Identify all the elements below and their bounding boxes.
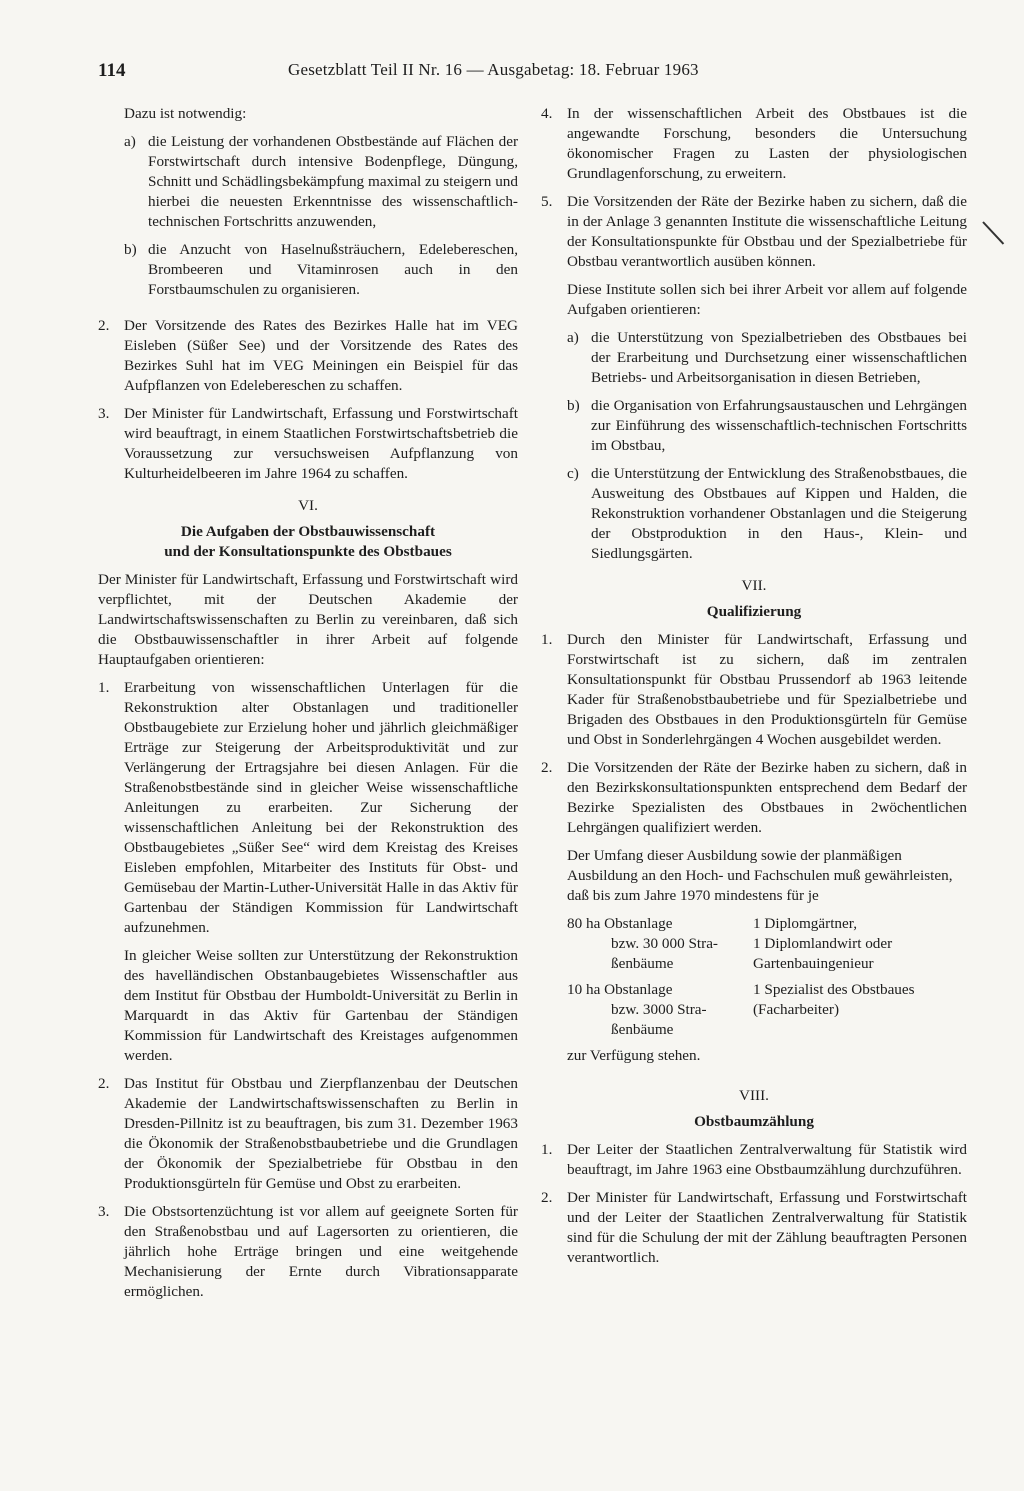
list-item-2: 2. Das Institut für Obstbau und Zierpflanzenbau der Deutschen Akademie der Landwirtschaftswissenschaften zu Berlin in Dresden-Pillnitz ist zu beauftragen, bis zum 31. Dezember 1963 die Ökonomik der Straßenobstbaubetriebe und die Grundlagen der Ökonomik der Spezialbetriebe für Obstbau in den Produktionsgürteln für Gemüse und Obst zu erarbeiten.	[98, 1075, 518, 1192]
intro-text: Dazu ist notwendig:	[124, 105, 247, 122]
section-number: VIII.	[739, 1087, 769, 1104]
section-number: VII.	[741, 577, 767, 594]
page-header	[98, 60, 962, 86]
section-number: VI.	[298, 497, 318, 514]
list-item-2: 2. Der Vorsitzende des Rates des Bezirkes Halle hat im VEG Eisleben (Süßer See) und der Vorsitzende des Rates des Bezirkes Suhl hat im VEG Meiningen ein Beispiel für das Aufpflanzen von Edelebereschen zu schaffen.	[98, 317, 518, 394]
section-title: Qualifizierung	[706, 603, 802, 620]
page-number: 114	[98, 60, 126, 81]
sub-item-c: c) die Unterstützung der Entwicklung des Straßenobstbaues, die Ausweitung des Obstbaues auf Kippen und Halden, die Rekonstruktion vorhandener Obstanlagen und die Steigerung der Obstproduktion in den Haus-, Klein- und Siedlungsgärten.	[567, 465, 967, 562]
list-item-3: 3. Die Obstsortenzüchtung ist vor allem auf geeignete Sorten für den Straßenobstbau und auf Lagersorten zu orientieren, die jährlich hohe Erträge bringen und eine weitgehende Mechanisierung der Ernte durch Vibrationsapparate ermöglichen.	[98, 1203, 518, 1300]
list-item-4: 4. In der wissenschaftlichen Arbeit des Obstbaues ist die angewandte Forschung, besonders die Untersuchung ökonomischer Fragen zu Lasten der physiologischen Grundlagenforschung, zu erweitern.	[541, 105, 967, 182]
sub-item-a: a) die Leistung der vorhandenen Obstbestände auf Flächen der Forstwirtschaft durch intensive Bodenpflege, Düngung, Schnitt und Schädlingsbekämpfung maximal zu steigern und hierbei die neuesten Erkenntnisse des wissenschaftlich-technischen Fortschritts anzuwenden,	[124, 133, 518, 230]
list-item-5: 5. Die Vorsitzenden der Räte der Bezirke haben zu sichern, daß die in der Anlage 3 genannten Institute die wissenschaftliche Leitung der Konsultationspunkte für Obstbau und der Spezialbetriebe für Obstbau verantwortlich ausüben können. Diese Institute sollen sich bei ihrer Arbeit vor allem auf folgende Aufgaben orientieren: a) die Unterstützung von Spezialbetrieben des Obstbaues bei der Erarbeitung und Durchsetzung einer wissenschaftlichen Betriebs- und Arbeitsorganisation in diesen Betrieben, b) die Organisation von Erfahrungsaustauschen und Lehrgängen zur Einführung des wissenschaftlich-technischen Fortschritts im Obstbau, c) die Unterstützung der Entwicklung des Straßenobstbaues, die Ausweitung des Obstbaues auf Kippen und Halden, die Rekonstruktion vorhandener Obstanlagen und die Steigerung der Obstproduktion in den Haus-, Klein- und Siedlungsgärten.	[541, 193, 967, 562]
running-title: Gesetzblatt Teil II Nr. 16 — Ausgabetag: 18. Februar 1963	[288, 60, 699, 79]
list-item-3: 3. Der Minister für Landwirtschaft, Erfassung und Forstwirtschaft wird beauftragt, in einem Staatlichen Forstwirtschaftsbetrieb die Voraussetzung zur versuchsweisen Aufpflanzung von Kulturheidelbeeren im Jahre 1964 zu schaffen.	[98, 405, 518, 482]
table-row: 80 ha Obstanlage bzw. 30 000 Stra- ßenbäume 1 Diplomgärtner, 1 Diplomlandwirt oder Gartenbauingenieur	[567, 915, 893, 972]
section-intro: Der Minister für Landwirtschaft, Erfassung und Forstwirtschaft wird verpflichtet, mit der Deutschen Akademie der Landwirtschaftswissenschaften zu Berlin zu vereinbaren, daß sich die Obstbauwissenschaftler in ihrer Arbeit auf folgende Hauptaufgaben orientieren:	[98, 571, 518, 668]
list-item-1: 1. Durch den Minister für Landwirtschaft, Erfassung und Forstwirtschaft ist zu sichern, daß im zentralen Konsultationspunkt für Obstbau Prussendorf ab 1963 leitende Kader für Straßenobstbaubetriebe und für Spezialbetriebe und Brigaden des Obstbaues in den Produktionsgürteln für Gemüse und Obst in Sonderlehrgängen 4 Wochen ausgebildet werden.	[541, 631, 967, 748]
margin-mark	[982, 221, 1004, 244]
list-item-1: 1. Erarbeitung von wissenschaftlichen Unterlagen für die Rekonstruktion alter Obstanlagen und traditioneller Obstbaugebiete zur Erzielung hoher und jährlich gleichmäßiger Erträge zur Steigerung der Arbeitsproduktivität und zur Verlängerung der Ertragsjahre bei diesen Anlagen. Für die Straßenobstbestände sind in gleicher Weise wissenschaftliche Anleitungen zu erarbeiten. Zur Sicherung der wissenschaftlichen Anleitung bei der Rekonstruktion des Obstbaugebietes „Süßer See“ wird dem Kreistag des Kreises Eisleben empfohlen, Mitarbeiter des Instituts für Obst- und Gemüsebau der Martin-Luther-Universität Halle in das Aktiv für Gartenbau der Ständigen Kommission für Landwirtschaft aufzunehmen. In gleicher Weise sollten zur Unterstützung der Rekonstruktion des havelländischen Obstanbaugebietes Wissenschaftler aus dem Institut für Obstbau der Humboldt-Universität zu Berlin in Marquardt in das Aktiv für Gartenbau der Ständigen Kommission für Landwirtschaft des Kreistages aufgenommen werden.	[98, 679, 518, 1064]
left-column	[98, 104, 518, 1310]
list-item-2: 2. Die Vorsitzenden der Räte der Bezirke haben zu sichern, daß in den Bezirkskonsultationspunkten entsprechend dem Bedarf der Bezirke Spezialisten des Obstbaues in 2wöchentlichen Lehrgängen qualifiziert werden. Der Umfang dieser Ausbildung sowie der planmäßigen Ausbildung an den Hoch- und Fachschulen muß gewährleisten, daß bis zum Jahre 1970 mindestens für je 80 ha Obstanlage bzw. 30 000 Stra- ßenbäume 1 Diplomgärtner, 1 Diplomlandwirt oder Gartenbauingenieur 10 ha Obstanlage bzw. 3000 Stra- ßenbäume 1 Spezialist des Obstbaues (Facharbeiter) zur Verfügung stehen.	[541, 759, 967, 1064]
section-title: Obstbaumzählung	[694, 1113, 814, 1130]
section-title: Die Aufgaben der Obstbauwissenschaft und der Konsultationspunkte des Obstbaues	[164, 523, 452, 560]
list-item-1: 1. Der Leiter der Staatlichen Zentralverwaltung für Statistik wird beauftragt, im Jahre 1963 eine Obstbaumzählung durchzuführen.	[541, 1141, 967, 1178]
sub-item-b: b) die Anzucht von Haselnußsträuchern, Edelebereschen, Brombeeren und Vitaminrosen auch in den Forstbaumschulen zu organisieren.	[124, 241, 518, 298]
sub-item-a: a) die Unterstützung von Spezialbetrieben des Obstbaues bei der Erarbeitung und Durchsetzung einer wissenschaftlichen Betriebs- und Arbeitsorganisation in diesen Betrieben,	[567, 329, 967, 386]
sub-item-b: b) die Organisation von Erfahrungsaustauschen und Lehrgängen zur Einführung des wissenschaftlich-technischen Fortschritts im Obstbau,	[567, 397, 967, 454]
staffing-table	[567, 914, 967, 1040]
list-item-2: 2. Der Minister für Landwirtschaft, Erfassung und Forstwirtschaft und der Leiter der Staatlichen Zentralverwaltung für Statistik sind für die Schulung der mit der Zählung beauftragten Personen verantwortlich.	[541, 1189, 967, 1266]
list-item	[98, 132, 518, 308]
table-row: 10 ha Obstanlage bzw. 3000 Stra- ßenbäume 1 Spezialist des Obstbaues (Facharbeiter)	[567, 981, 915, 1038]
right-column	[541, 104, 967, 1276]
